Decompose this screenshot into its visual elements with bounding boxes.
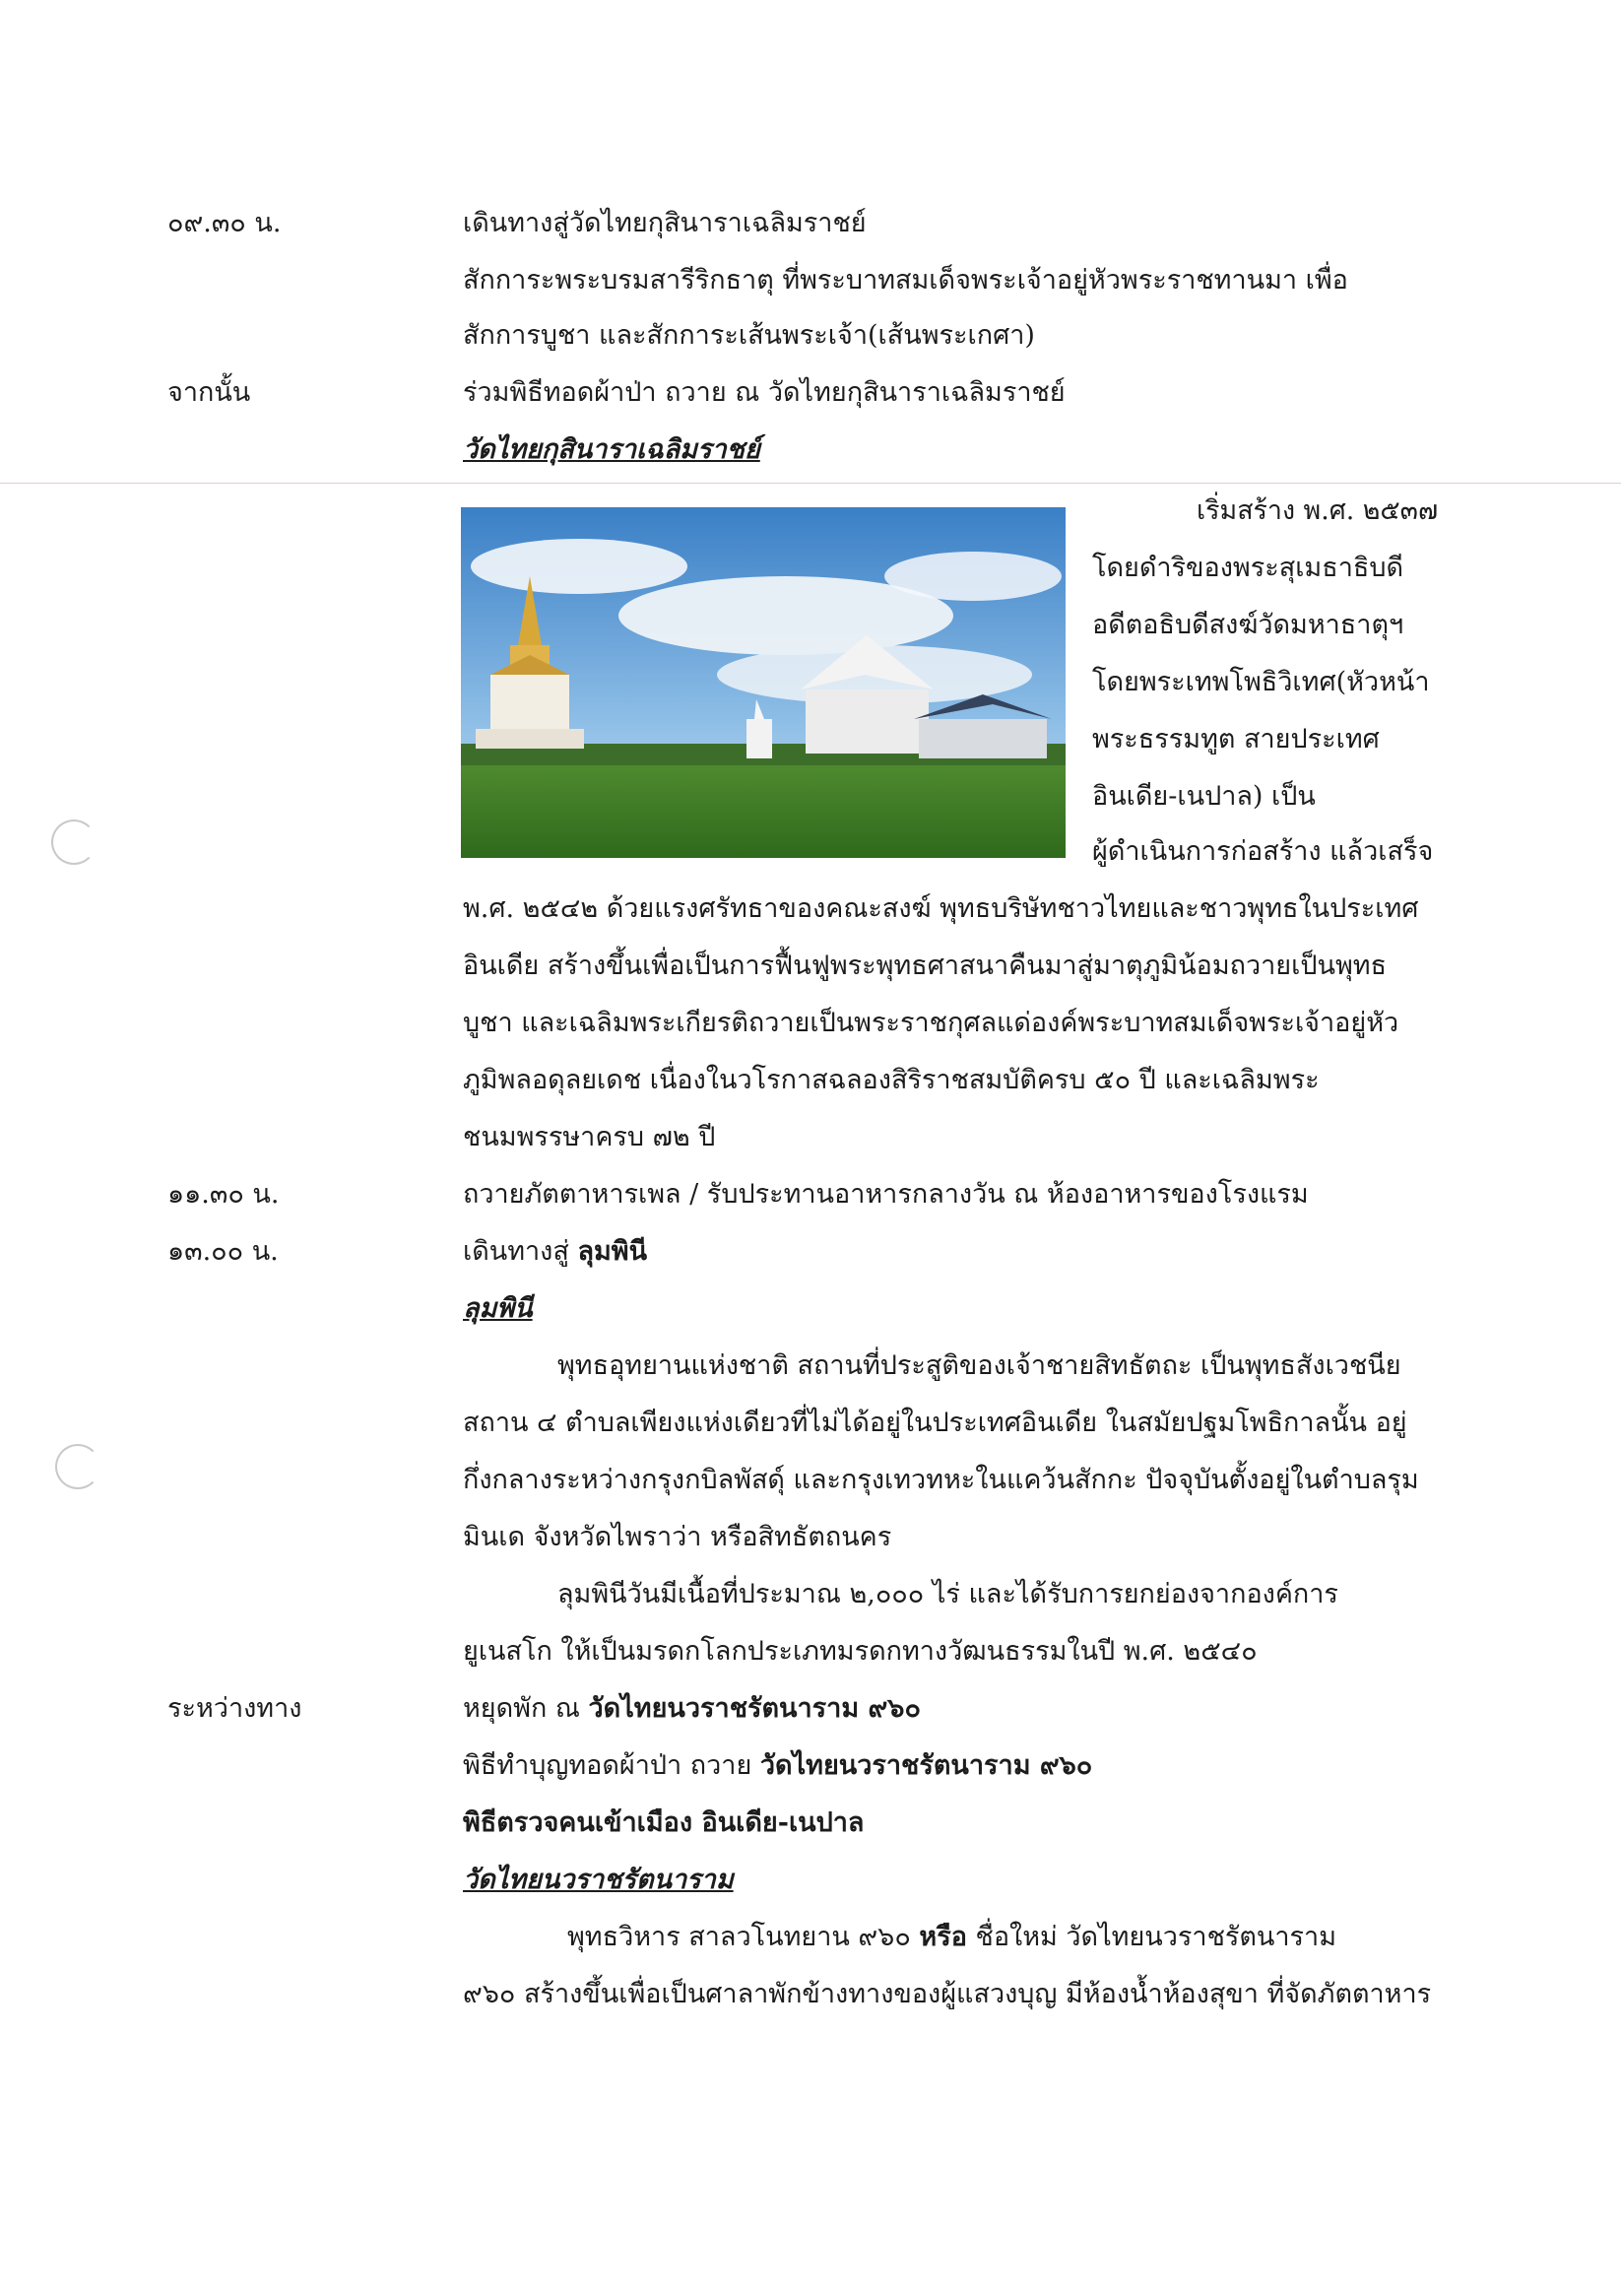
paragraph-line: ๙๖๐ สร้างขึ้นเพื่อเป็นศาลาพักข้างทางของผู้แสวงบุญ มีห้องน้ำห้องสุขา ที่จัดภัตตาหาร <box>463 1979 1432 2009</box>
schedule-text <box>463 1238 647 1265</box>
time-label: ๐๙.๓๐ น. <box>167 208 282 238</box>
paragraph-line: ลุมพินีวันมีเนื้อที่ประมาณ ๒,๐๐๐ ไร่ และได้รับการยกย่องจากองค์การ <box>557 1579 1338 1609</box>
time-label: ๑๑.๓๐ น. <box>167 1179 280 1210</box>
schedule-prefix: หยุดพัก ณ <box>463 1693 589 1724</box>
side-text-line: โดยดำริของพระสุเมธาธิบดี <box>1092 553 1404 583</box>
schedule-text: พิธีตรวจคนเข้าเมือง อินเดีย-เนปาล <box>463 1807 865 1838</box>
punch-hole-icon <box>55 1444 100 1489</box>
text-segment: ชื่อใหม่ วัดไทยนวราชรัตนาราม <box>966 1922 1337 1952</box>
place-name: ลุมพินี <box>577 1236 648 1267</box>
paragraph-line: มินเด จังหวัดไพราว่า หรือสิทธัตถนคร <box>463 1522 892 1552</box>
side-text-line: โดยพระเทพโพธิวิเทศ(หัวหน้า <box>1092 667 1430 697</box>
time-label: ๑๓.๐๐ น. <box>167 1236 279 1267</box>
schedule-text: เดินทางสู่วัดไทยกุสินาราเฉลิมราชย์ <box>463 208 867 238</box>
section-heading-lumbini: ลุมพินี <box>463 1293 533 1324</box>
scan-divider-line <box>0 483 1621 484</box>
side-text-line: อดีตอธิบดีสงฆ์วัดมหาธาตุฯ <box>1092 610 1404 640</box>
schedule-text: ร่วมพิธีทอดผ้าป่า ถวาย ณ วัดไทยกุสินาราเฉลิมราชย์ <box>463 377 1066 408</box>
text-segment: พุทธวิหาร สาลวโนทยาน ๙๖๐ <box>567 1922 920 1952</box>
paragraph-line: สถาน ๔ ตำบลเพียงแห่งเดียวที่ไม่ได้อยู่ในประเทศอินเดีย ในสมัยปฐมโพธิกาลนั้น อยู่ <box>463 1408 1407 1438</box>
paragraph-line: กึ่งกลางระหว่างกรุงกบิลพัสดุ์ และกรุงเทวทหะในแคว้นสักกะ ปัจจุบันตั้งอยู่ในตำบลรุม <box>463 1465 1419 1495</box>
paragraph-line: บูชา และเฉลิมพระเกียรติถวายเป็นพระราชกุศลแด่องค์พระบาทสมเด็จพระเจ้าอยู่หัว <box>463 1008 1399 1038</box>
text-segment-bold: หรือ <box>919 1922 967 1952</box>
time-label: จากนั้น <box>167 377 251 408</box>
paragraph-line: ชนมพรรษาครบ ๗๒ ปี <box>463 1122 716 1152</box>
side-text-line: ผู้ดำเนินการก่อสร้าง แล้วเสร็จ <box>1092 836 1434 867</box>
paragraph-line <box>567 1924 1336 1950</box>
paragraph-line: พ.ศ. ๒๕๔๒ ด้วยแรงศรัทธาของคณะสงฆ์ พุทธบริษัทชาวไทยและชาวพุทธในประเทศ <box>463 893 1419 924</box>
section-heading-kusinara: วัดไทยกุสินาราเฉลิมราชย์ <box>463 434 760 465</box>
temple-photo <box>461 507 1066 858</box>
side-text-line: พระธรรมทูต สายประเทศ <box>1092 724 1380 754</box>
schedule-text: ถวายภัตตาหารเพล / รับประทานอาหารกลางวัน ณ ห้องอาหารของโรงแรม <box>463 1179 1309 1210</box>
time-label: ระหว่างทาง <box>167 1693 302 1724</box>
paragraph-line: ภูมิพลอดุลยเดช เนื่องในวโรกาสฉลองสิริราชสมบัติครบ ๕๐ ปี และเฉลิมพระ <box>463 1065 1320 1095</box>
schedule-text: สักการบูชา และสักการะเส้นพระเจ้า(เส้นพระเกศา) <box>463 320 1035 351</box>
paragraph-line: ยูเนสโก ให้เป็นมรดกโลกประเภทมรดกทางวัฒนธรรมในปี พ.ศ. ๒๕๔๐ <box>463 1636 1258 1667</box>
punch-hole-icon <box>51 820 97 865</box>
schedule-prefix: เดินทางสู่ <box>463 1236 578 1267</box>
schedule-text <box>463 1695 921 1722</box>
paragraph-line: พุทธอุทยานแห่งชาติ สถานที่ประสูติของเจ้าชายสิทธัตถะ เป็นพุทธสังเวชนีย <box>557 1350 1401 1381</box>
place-name: วัดไทยนวราชรัตนาราม ๙๖๐ <box>588 1693 921 1724</box>
place-name: วัดไทยนวราชรัตนาราม ๙๖๐ <box>759 1750 1093 1781</box>
schedule-text: สักการะพระบรมสารีริกธาตุ ที่พระบาทสมเด็จพระเจ้าอยู่หัวพระราชทานมา เพื่อ <box>463 265 1348 295</box>
paragraph-line: อินเดีย สร้างขึ้นเพื่อเป็นการฟื้นฟูพระพุทธศาสนาคืนมาสู่มาตุภูมิน้อมถวายเป็นพุทธ <box>463 951 1388 981</box>
schedule-prefix: พิธีทำบุญทอดผ้าป่า ถวาย <box>463 1750 760 1781</box>
section-heading-nawarat: วัดไทยนวราชรัตนาราม <box>463 1865 734 1895</box>
side-text-line: อินเดีย-เนปาล) เป็น <box>1092 781 1316 812</box>
schedule-text <box>463 1752 1092 1779</box>
side-text-line: เริ่มสร้าง พ.ศ. ๒๕๓๗ <box>1197 495 1439 526</box>
